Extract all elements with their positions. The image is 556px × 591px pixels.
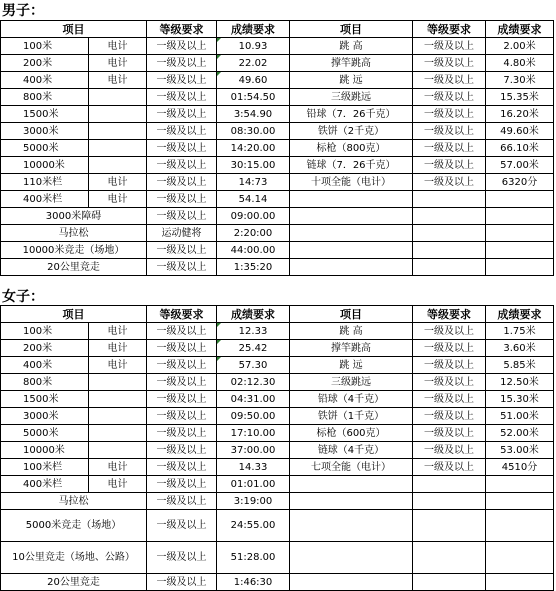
field-event-name: 标枪（600克） — [290, 425, 413, 442]
field-event-name: 跳 远 — [290, 357, 413, 374]
field-score-requirement — [486, 191, 554, 208]
timing-note — [89, 374, 147, 391]
event-name: 10000米 — [1, 157, 89, 174]
header-level: 等级要求 — [147, 21, 217, 38]
field-score-requirement: 7.30米 — [486, 72, 554, 89]
field-score-requirement: 66.10米 — [486, 140, 554, 157]
field-level-requirement: 一级及以上 — [413, 38, 486, 55]
field-event-name: 跳 高 — [290, 38, 413, 55]
score-requirement: 25.42 — [217, 340, 290, 357]
header-score-right: 成绩要求 — [486, 21, 554, 38]
timing-note — [89, 408, 147, 425]
men-section-title: 男子： — [2, 3, 44, 19]
field-score-requirement: 52.00米 — [486, 425, 554, 442]
timing-note: 电计 — [89, 357, 147, 374]
field-level-requirement: 一级及以上 — [413, 340, 486, 357]
event-name: 400米 — [1, 357, 89, 374]
level-requirement: 一级及以上 — [147, 357, 217, 374]
score-requirement: 12.33 — [217, 323, 290, 340]
table-row — [1, 191, 554, 208]
score-requirement: 10.93 — [217, 38, 290, 55]
men-standards-table — [0, 20, 554, 276]
level-requirement: 一级及以上 — [147, 259, 217, 276]
score-requirement: 24:55.00 — [217, 510, 290, 542]
table-row — [1, 425, 554, 442]
field-level-requirement — [413, 225, 486, 242]
timing-note — [89, 106, 147, 123]
header-event: 项目 — [1, 306, 147, 323]
score-requirement: 37:00.00 — [217, 442, 290, 459]
level-requirement: 一级及以上 — [147, 72, 217, 89]
level-requirement: 一级及以上 — [147, 55, 217, 72]
field-event-name — [290, 208, 413, 225]
level-requirement: 运动健将 — [147, 225, 217, 242]
event-name: 400米栏 — [1, 191, 89, 208]
field-level-requirement: 一级及以上 — [413, 140, 486, 157]
event-name: 800米 — [1, 89, 89, 106]
header-event-right: 项目 — [290, 21, 413, 38]
score-requirement: 09:00.00 — [217, 208, 290, 225]
event-name: 100米 — [1, 323, 89, 340]
event-name: 5000米 — [1, 140, 89, 157]
level-requirement: 一级及以上 — [147, 493, 217, 510]
event-name: 5000米 — [1, 425, 89, 442]
header-event: 项目 — [1, 21, 147, 38]
field-level-requirement — [413, 542, 486, 574]
level-requirement: 一级及以上 — [147, 242, 217, 259]
score-requirement: 30:15.00 — [217, 157, 290, 174]
table-header-row — [1, 306, 554, 323]
table-row — [1, 55, 554, 72]
table-row — [1, 72, 554, 89]
level-requirement: 一级及以上 — [147, 208, 217, 225]
event-name: 400米 — [1, 72, 89, 89]
event-name: 400米栏 — [1, 476, 89, 493]
level-requirement: 一级及以上 — [147, 123, 217, 140]
score-requirement: 14.33 — [217, 459, 290, 476]
field-event-name — [290, 542, 413, 574]
event-name: 200米 — [1, 340, 89, 357]
table-row — [1, 225, 554, 242]
field-score-requirement: 15.30米 — [486, 391, 554, 408]
table-row — [1, 208, 554, 225]
event-name: 1500米 — [1, 106, 89, 123]
table-row — [1, 38, 554, 55]
level-requirement: 一级及以上 — [147, 106, 217, 123]
field-event-name: 三级跳远 — [290, 374, 413, 391]
level-requirement: 一级及以上 — [147, 374, 217, 391]
field-event-name — [290, 476, 413, 493]
field-score-requirement: 15.35米 — [486, 89, 554, 106]
level-requirement: 一级及以上 — [147, 157, 217, 174]
level-requirement: 一级及以上 — [147, 574, 217, 591]
score-requirement: 22.02 — [217, 55, 290, 72]
table-row — [1, 574, 554, 591]
field-event-name: 标枪（800克） — [290, 140, 413, 157]
score-requirement: 44:00.00 — [217, 242, 290, 259]
score-requirement: 08:30.00 — [217, 123, 290, 140]
timing-note: 电计 — [89, 191, 147, 208]
score-requirement: 1:35:20 — [217, 259, 290, 276]
timing-note: 电计 — [89, 459, 147, 476]
score-requirement: 09:50.00 — [217, 408, 290, 425]
event-name: 100米 — [1, 38, 89, 55]
field-score-requirement: 4510分 — [486, 459, 554, 476]
table-row — [1, 374, 554, 391]
field-event-name: 跳 远 — [290, 72, 413, 89]
field-event-name: 撑竿跳高 — [290, 55, 413, 72]
level-requirement: 一级及以上 — [147, 542, 217, 574]
level-requirement: 一级及以上 — [147, 425, 217, 442]
field-event-name: 七项全能（电计） — [290, 459, 413, 476]
field-event-name: 链球（7．26千克） — [290, 157, 413, 174]
level-requirement: 一级及以上 — [147, 89, 217, 106]
table-row — [1, 476, 554, 493]
table-row — [1, 542, 554, 574]
timing-note — [89, 89, 147, 106]
field-level-requirement — [413, 259, 486, 276]
score-requirement: 04:31.00 — [217, 391, 290, 408]
timing-note — [89, 442, 147, 459]
field-score-requirement: 12.50米 — [486, 374, 554, 391]
field-score-requirement: 3.60米 — [486, 340, 554, 357]
timing-note: 电计 — [89, 174, 147, 191]
table-row — [1, 493, 554, 510]
header-level-right: 等级要求 — [413, 21, 486, 38]
level-requirement: 一级及以上 — [147, 340, 217, 357]
event-name: 110米栏 — [1, 174, 89, 191]
event-name: 20公里竞走 — [1, 259, 147, 276]
field-level-requirement: 一级及以上 — [413, 442, 486, 459]
timing-note: 电计 — [89, 476, 147, 493]
score-requirement: 01:54.50 — [217, 89, 290, 106]
header-event-right: 项目 — [290, 306, 413, 323]
field-score-requirement — [486, 208, 554, 225]
event-name: 10000米 — [1, 442, 89, 459]
level-requirement: 一级及以上 — [147, 38, 217, 55]
level-requirement: 一级及以上 — [147, 191, 217, 208]
field-level-requirement — [413, 208, 486, 225]
event-name: 马拉松 — [1, 493, 147, 510]
table-row — [1, 157, 554, 174]
field-score-requirement — [486, 242, 554, 259]
field-score-requirement: 57.00米 — [486, 157, 554, 174]
field-event-name — [290, 191, 413, 208]
field-level-requirement — [413, 510, 486, 542]
event-name: 20公里竞走 — [1, 574, 147, 591]
event-name: 5000米竞走（场地） — [1, 510, 147, 542]
event-name: 3000米 — [1, 408, 89, 425]
level-requirement: 一级及以上 — [147, 140, 217, 157]
field-event-name — [290, 493, 413, 510]
field-level-requirement: 一级及以上 — [413, 89, 486, 106]
field-score-requirement: 51.00米 — [486, 408, 554, 425]
field-level-requirement: 一级及以上 — [413, 357, 486, 374]
score-requirement: 3:19:00 — [217, 493, 290, 510]
field-event-name: 跳 高 — [290, 323, 413, 340]
table-row — [1, 123, 554, 140]
event-name: 马拉松 — [1, 225, 147, 242]
field-event-name — [290, 510, 413, 542]
field-score-requirement — [486, 259, 554, 276]
field-event-name — [290, 259, 413, 276]
score-requirement: 14:20.00 — [217, 140, 290, 157]
field-level-requirement: 一级及以上 — [413, 174, 486, 191]
table-row — [1, 340, 554, 357]
table-header-row — [1, 21, 554, 38]
event-name: 3000米障碍 — [1, 208, 147, 225]
field-level-requirement: 一级及以上 — [413, 425, 486, 442]
table-row — [1, 89, 554, 106]
level-requirement: 一级及以上 — [147, 391, 217, 408]
field-level-requirement: 一级及以上 — [413, 459, 486, 476]
field-level-requirement: 一级及以上 — [413, 157, 486, 174]
score-requirement: 02:12.30 — [217, 374, 290, 391]
field-level-requirement — [413, 476, 486, 493]
score-requirement: 17:10.00 — [217, 425, 290, 442]
timing-note — [89, 391, 147, 408]
table-row — [1, 259, 554, 276]
field-score-requirement — [486, 493, 554, 510]
field-level-requirement — [413, 574, 486, 591]
timing-note: 电计 — [89, 38, 147, 55]
timing-note: 电计 — [89, 340, 147, 357]
field-event-name — [290, 242, 413, 259]
level-requirement: 一级及以上 — [147, 476, 217, 493]
field-score-requirement: 16.20米 — [486, 106, 554, 123]
field-level-requirement: 一级及以上 — [413, 106, 486, 123]
score-requirement: 49.60 — [217, 72, 290, 89]
field-score-requirement — [486, 476, 554, 493]
table-row — [1, 510, 554, 542]
field-event-name: 三级跳远 — [290, 89, 413, 106]
event-name: 10公里竞走（场地、公路） — [1, 542, 147, 574]
score-requirement: 14:73 — [217, 174, 290, 191]
field-event-name: 链球（4千克） — [290, 442, 413, 459]
field-level-requirement — [413, 493, 486, 510]
field-event-name: 铁饼（1千克） — [290, 408, 413, 425]
field-level-requirement: 一级及以上 — [413, 323, 486, 340]
field-level-requirement: 一级及以上 — [413, 374, 486, 391]
event-name: 800米 — [1, 374, 89, 391]
score-requirement: 57.30 — [217, 357, 290, 374]
field-level-requirement: 一级及以上 — [413, 123, 486, 140]
score-requirement: 2:20:00 — [217, 225, 290, 242]
event-name: 100米栏 — [1, 459, 89, 476]
field-level-requirement — [413, 242, 486, 259]
table-row — [1, 442, 554, 459]
field-score-requirement — [486, 542, 554, 574]
table-row — [1, 242, 554, 259]
field-score-requirement: 1.75米 — [486, 323, 554, 340]
field-score-requirement: 5.85米 — [486, 357, 554, 374]
timing-note: 电计 — [89, 55, 147, 72]
level-requirement: 一级及以上 — [147, 442, 217, 459]
field-event-name: 铅球（7．26千克） — [290, 106, 413, 123]
timing-note — [89, 123, 147, 140]
header-level: 等级要求 — [147, 306, 217, 323]
level-requirement: 一级及以上 — [147, 510, 217, 542]
field-score-requirement — [486, 510, 554, 542]
score-requirement: 54.14 — [217, 191, 290, 208]
timing-note — [89, 425, 147, 442]
field-score-requirement — [486, 225, 554, 242]
women-section-title: 女子： — [2, 289, 44, 305]
table-row — [1, 459, 554, 476]
table-row — [1, 174, 554, 191]
women-standards-table — [0, 305, 554, 591]
event-name: 3000米 — [1, 123, 89, 140]
level-requirement: 一级及以上 — [147, 174, 217, 191]
score-requirement: 51:28.00 — [217, 542, 290, 574]
score-requirement: 3:54.90 — [217, 106, 290, 123]
field-score-requirement: 6320分 — [486, 174, 554, 191]
field-event-name: 十项全能（电计） — [290, 174, 413, 191]
timing-note: 电计 — [89, 323, 147, 340]
header-score-right: 成绩要求 — [486, 306, 554, 323]
timing-note — [89, 140, 147, 157]
event-name: 1500米 — [1, 391, 89, 408]
score-requirement: 1:46:30 — [217, 574, 290, 591]
table-row — [1, 140, 554, 157]
field-level-requirement: 一级及以上 — [413, 408, 486, 425]
timing-note: 电计 — [89, 72, 147, 89]
level-requirement: 一级及以上 — [147, 459, 217, 476]
event-name: 10000米竞走（场地） — [1, 242, 147, 259]
table-row — [1, 357, 554, 374]
field-event-name: 撑竿跳高 — [290, 340, 413, 357]
field-level-requirement: 一级及以上 — [413, 391, 486, 408]
field-score-requirement: 4.80米 — [486, 55, 554, 72]
table-row — [1, 323, 554, 340]
field-score-requirement — [486, 574, 554, 591]
table-row — [1, 106, 554, 123]
field-event-name: 铁饼（2千克） — [290, 123, 413, 140]
field-score-requirement: 49.60米 — [486, 123, 554, 140]
table-row — [1, 408, 554, 425]
field-level-requirement: 一级及以上 — [413, 72, 486, 89]
level-requirement: 一级及以上 — [147, 323, 217, 340]
level-requirement: 一级及以上 — [147, 408, 217, 425]
timing-note — [89, 157, 147, 174]
header-level-right: 等级要求 — [413, 306, 486, 323]
header-score: 成绩要求 — [217, 21, 290, 38]
field-score-requirement: 2.00米 — [486, 38, 554, 55]
event-name: 200米 — [1, 55, 89, 72]
score-requirement: 01:01.00 — [217, 476, 290, 493]
field-score-requirement: 53.00米 — [486, 442, 554, 459]
field-event-name — [290, 225, 413, 242]
field-level-requirement — [413, 191, 486, 208]
table-row — [1, 391, 554, 408]
header-score: 成绩要求 — [217, 306, 290, 323]
field-level-requirement: 一级及以上 — [413, 55, 486, 72]
field-event-name: 铅球（4千克） — [290, 391, 413, 408]
field-event-name — [290, 574, 413, 591]
